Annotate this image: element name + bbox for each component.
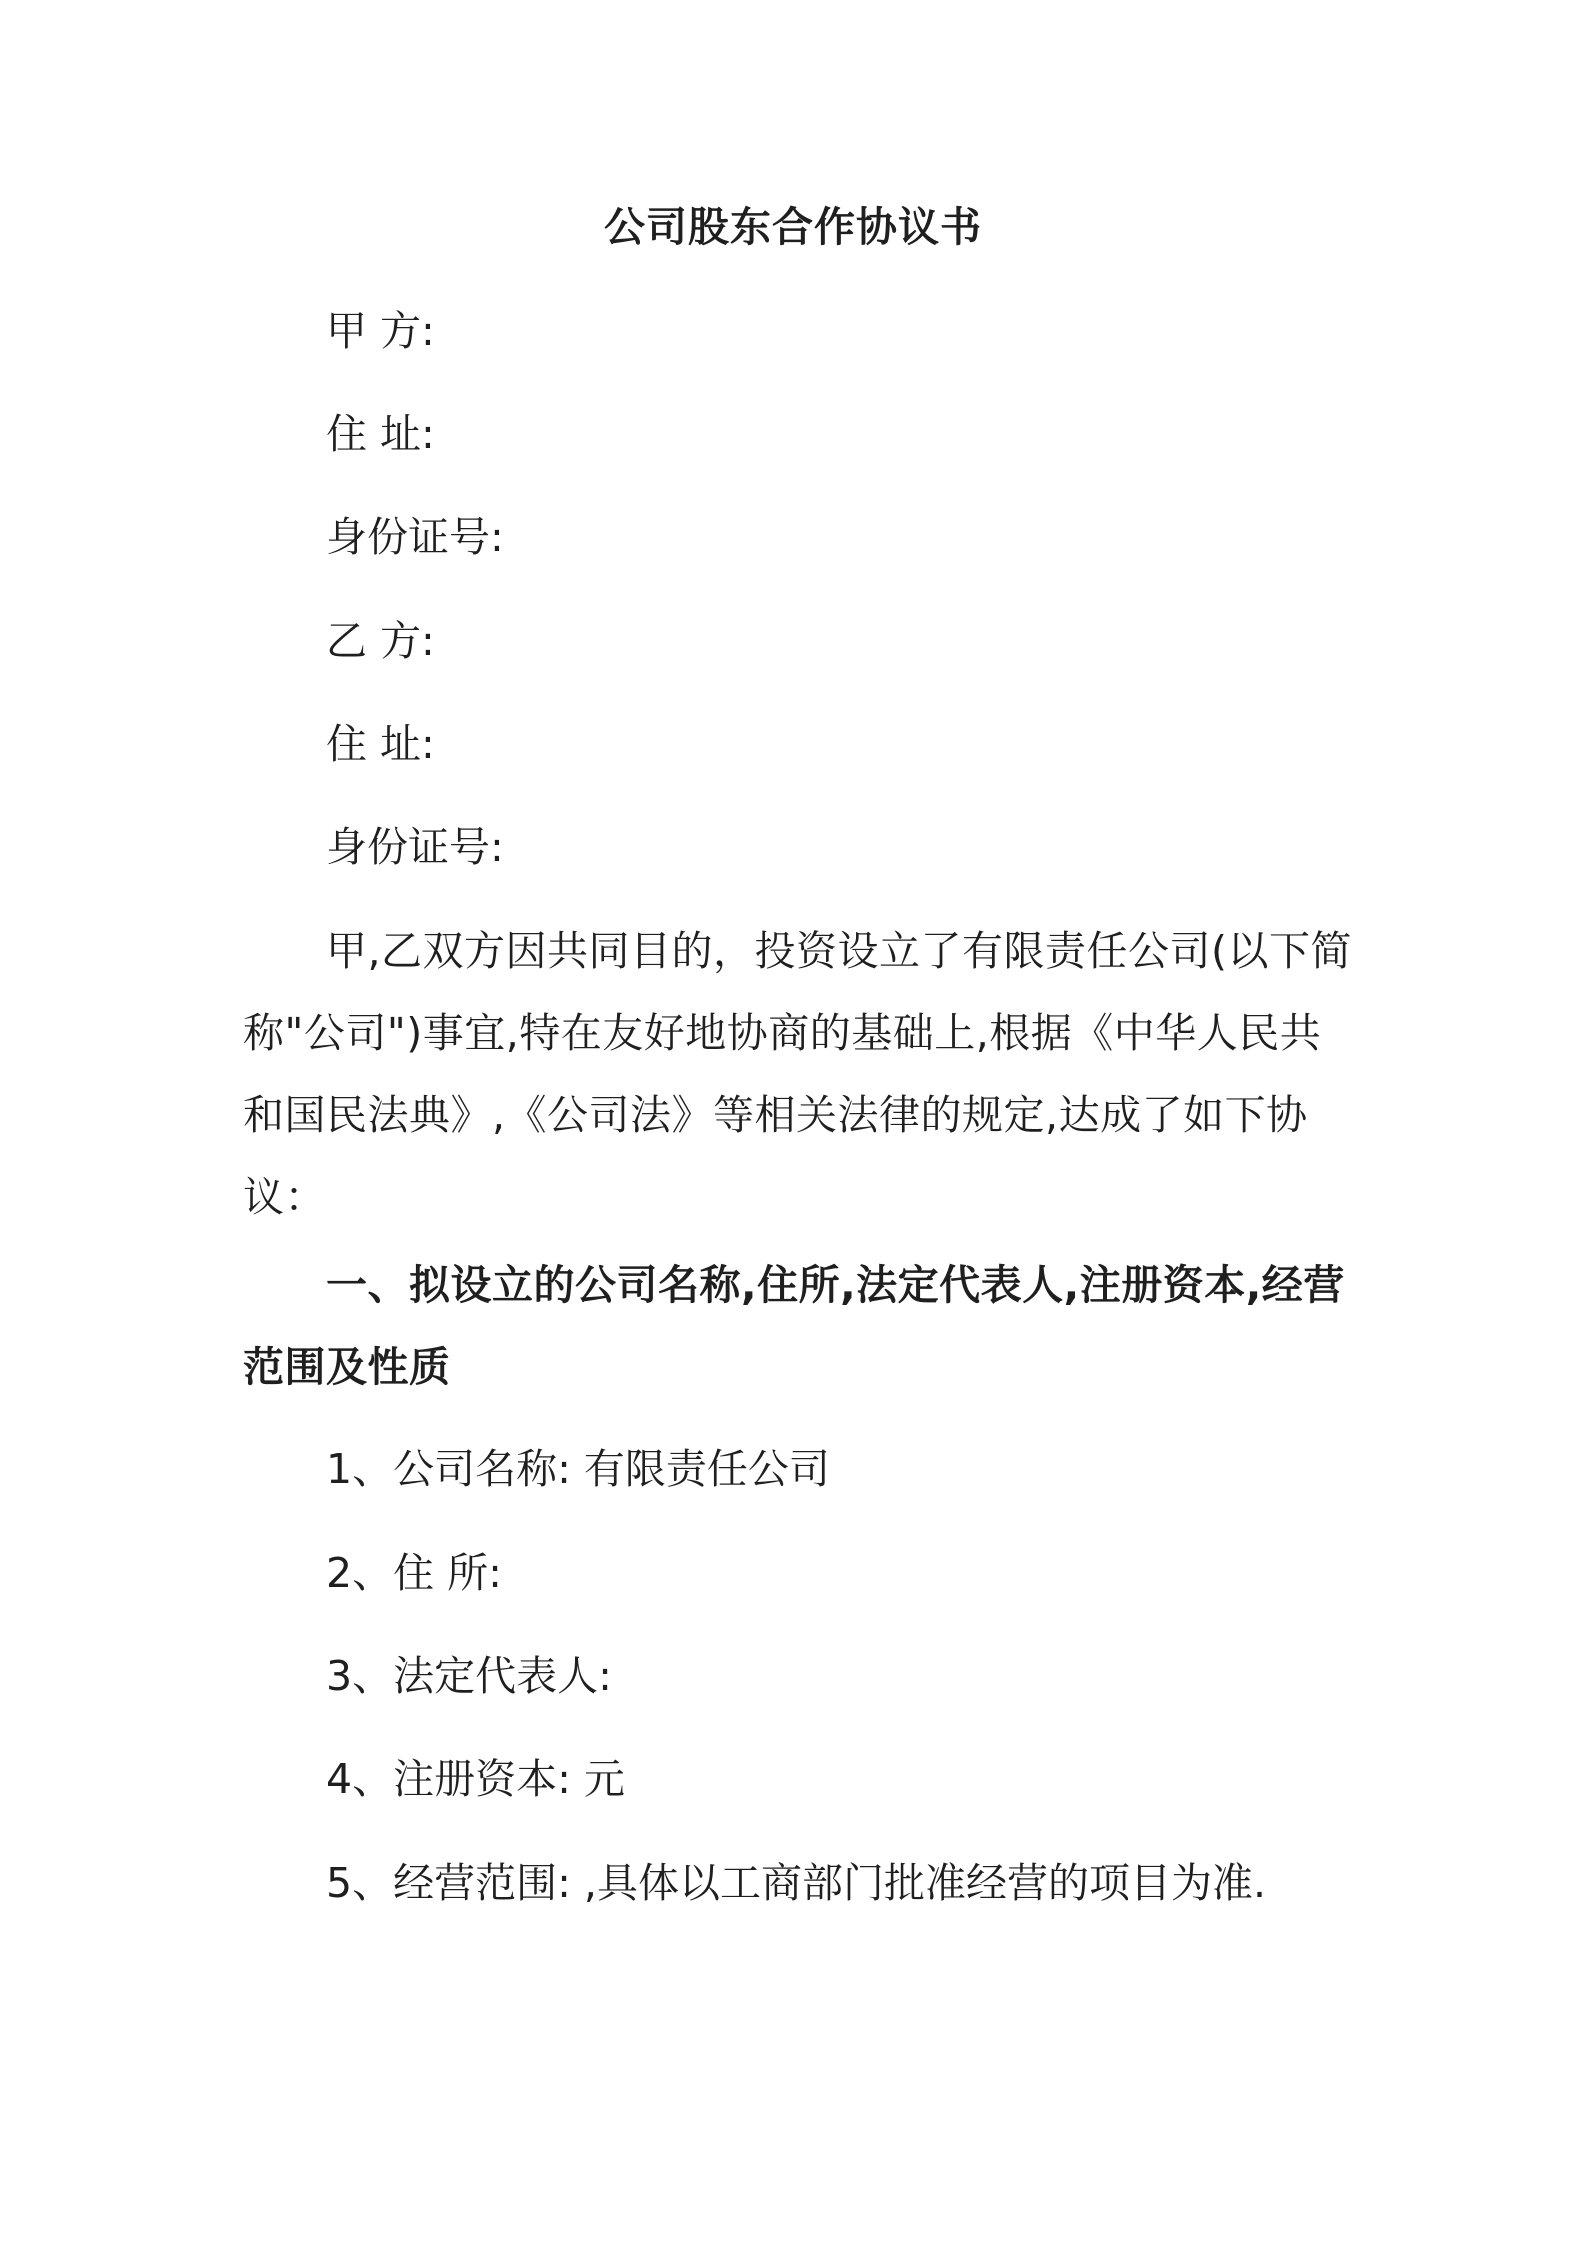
party-b-name-label: 乙 方: <box>326 617 435 665</box>
section-1-heading: 一、拟设立的公司名称,住所,法定代表人,注册资本,经营范围及性质 <box>243 1261 1345 1391</box>
list-item: 3、法定代表人: <box>326 1652 612 1700</box>
document-title: 公司股东合作协议书 <box>604 203 982 251</box>
list-item: 4、注册资本: 元 <box>326 1755 625 1803</box>
intro-paragraph: 甲,乙双方因共同目的，投资设立了有限责任公司(以下简称"公司")事宜,特在友好地协商的基础上,根据《中华人民共和国民法典》,《公司法》等相关法律的规定,达成了如下协议： <box>243 927 1353 1221</box>
party-b-address-label: 住 址: <box>326 720 435 768</box>
party-a-id-label: 身份证号: <box>326 513 504 561</box>
party-a-address-label: 住 址: <box>326 410 435 458</box>
party-b-id-label: 身份证号: <box>326 823 504 871</box>
party-a-name-label: 甲 方: <box>326 307 435 355</box>
list-item: 1、公司名称: 有限责任公司 <box>326 1445 830 1493</box>
list-item: 5、经营范围: ,具体以工商部门批准经营的项目为准. <box>326 1859 1266 1907</box>
list-item: 2、住 所: <box>326 1549 502 1597</box>
